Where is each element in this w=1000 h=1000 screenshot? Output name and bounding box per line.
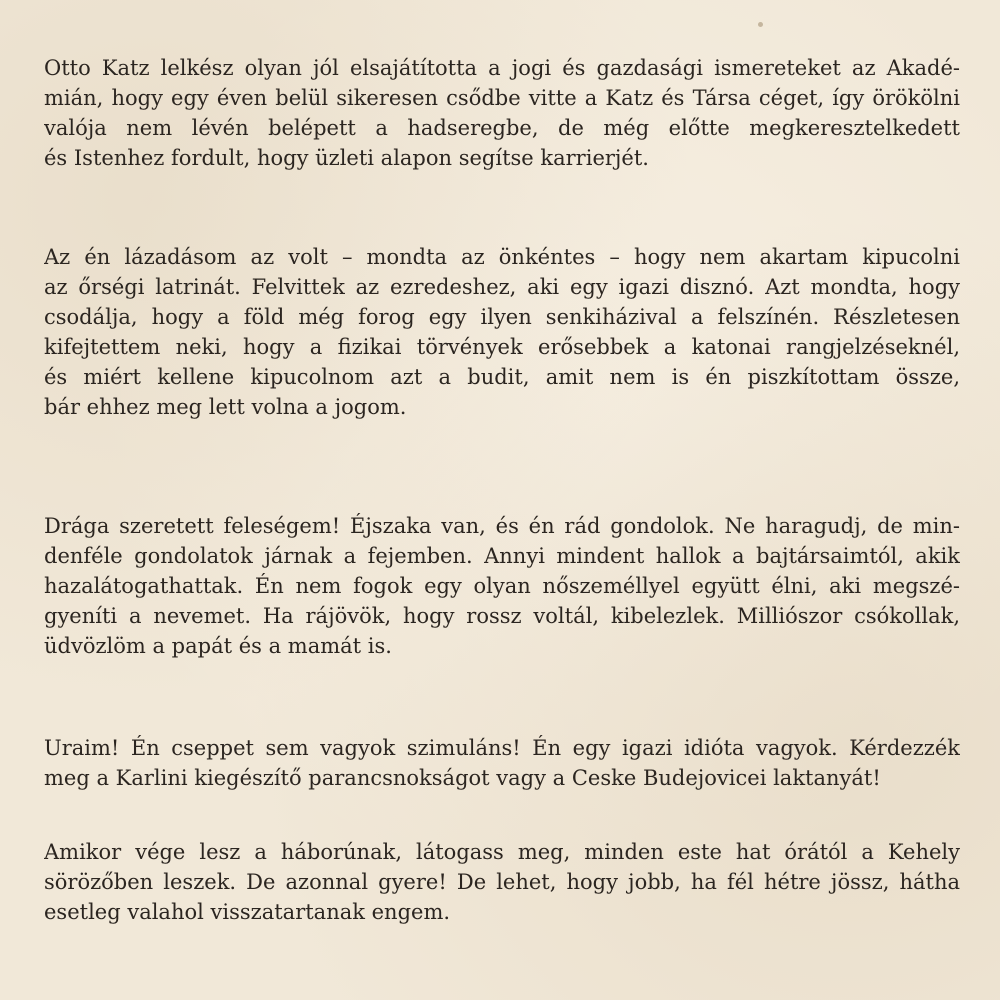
text-line: valója nem lévén belépett a hadseregbe, de még előtte megkeresztelkedett bbox=[44, 116, 960, 140]
text-line: és miért kellene kipucolnom azt a budit, amit nem is én piszkítottam össze, bbox=[44, 365, 960, 389]
paragraph-3 bbox=[44, 511, 960, 661]
paragraph-1 bbox=[44, 53, 960, 173]
text-line: sörözőben leszek. De azonnal gyere! De lehet, hogy jobb, ha fél hétre jössz, hátha bbox=[44, 870, 960, 894]
text-line: Amikor vége lesz a háborúnak, látogass meg, minden este hat órától a Kehely bbox=[44, 840, 960, 864]
text-line: gyeníti a nevemet. Ha rájövök, hogy rossz voltál, kibelezlek. Milliószor csókollak, bbox=[44, 604, 960, 628]
paper-speck bbox=[758, 22, 763, 27]
text-line: Uraim! Én cseppet sem vagyok szimuláns! Én egy igazi idióta vagyok. Kérdezzék bbox=[44, 736, 960, 760]
text-line: és Istenhez fordult, hogy üzleti alapon segítse karrierjét. bbox=[44, 146, 649, 170]
text-line: kifejtettem neki, hogy a fizikai törvények erősebbek a katonai rangjelzéseknél, bbox=[44, 335, 960, 359]
text-line: bár ehhez meg lett volna a jogom. bbox=[44, 395, 407, 419]
text-line: Az én lázadásom az volt – mondta az önkéntes – hogy nem akartam kipucolni bbox=[44, 245, 960, 269]
text-line: denféle gondolatok járnak a fejemben. Annyi mindent hallok a bajtársaimtól, akik bbox=[44, 544, 960, 568]
text-line: esetleg valahol visszatartanak engem. bbox=[44, 900, 451, 924]
text-line: meg a Karlini kiegészítő parancsnokságot vagy a Ceske Budejovicei laktanyát! bbox=[44, 766, 881, 790]
text-line: hazalátogathattak. Én nem fogok egy olyan nőszeméllyel együtt élni, aki megszé- bbox=[44, 574, 960, 598]
text-line: mián, hogy egy éven belül sikeresen csődbe vitte a Katz és Társa céget, így örökölni bbox=[44, 86, 960, 110]
text-line: Drága szeretett feleségem! Éjszaka van, és én rád gondolok. Ne haragudj, de min- bbox=[44, 514, 960, 538]
text-line: az őrségi latrinát. Felvittek az ezredeshez, aki egy igazi disznó. Azt mondta, hogy bbox=[44, 275, 960, 299]
text-line: csodálja, hogy a föld még forog egy ilyen senkiházival a felszínén. Részletesen bbox=[44, 305, 960, 329]
paragraph-5 bbox=[44, 837, 960, 927]
paragraph-2 bbox=[44, 242, 960, 422]
text-line: Otto Katz lelkész olyan jól elsajátította a jogi és gazdasági ismereteket az Akadé- bbox=[44, 56, 960, 80]
paragraph-4 bbox=[44, 733, 960, 793]
text-line: üdvözlöm a papát és a mamát is. bbox=[44, 634, 392, 658]
